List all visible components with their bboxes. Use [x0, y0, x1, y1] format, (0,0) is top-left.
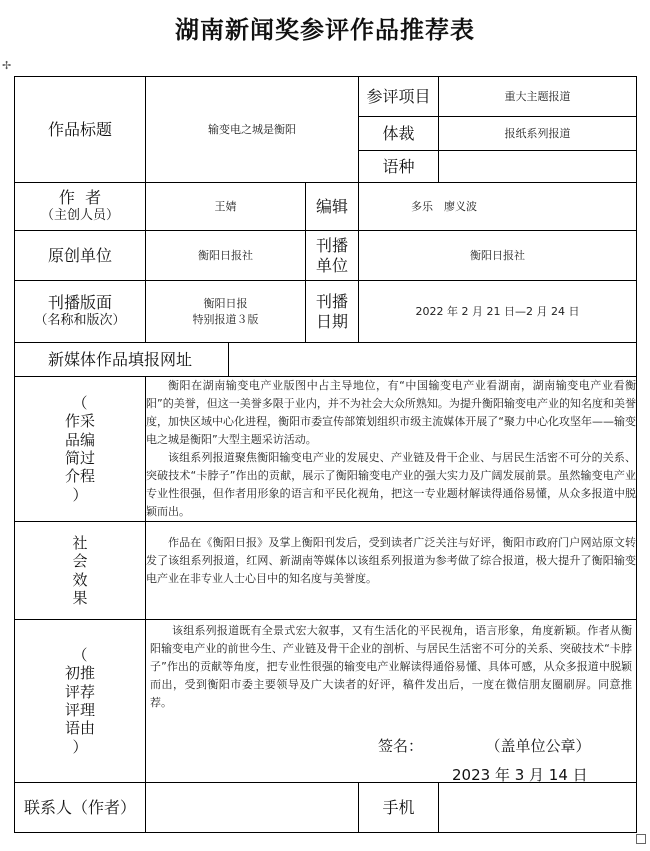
author-value[interactable]: 王婧 [146, 183, 306, 231]
social-effect-label [15, 522, 146, 620]
project-label: 参评项目 [359, 77, 439, 117]
origin-unit-value[interactable]: 衡阳日报社 [146, 231, 306, 281]
recommend-date: 2023 年 3 月 14 日 [452, 766, 588, 784]
effect-label-line: 果 [72, 588, 88, 607]
recommendation-form-table [14, 76, 637, 833]
signature-row [378, 735, 591, 756]
effect-label-line: 效 [72, 570, 88, 589]
contact-person-value[interactable] [146, 783, 359, 833]
recommend-label-line: 评理 [64, 701, 95, 719]
signature-label: 签名： [378, 737, 424, 755]
newmedia-url-label: 新媒体作品填报网址 [15, 343, 229, 377]
page-title: 湖南新闻奖参评作品推荐表 [175, 16, 475, 44]
process-label-line: 介程 [64, 467, 95, 486]
recommend-label-line: ） [72, 737, 88, 756]
author-label [15, 183, 146, 231]
recommend-label-line: 评荐 [64, 682, 95, 701]
edition-label [15, 281, 146, 343]
language-label: 语种 [359, 151, 439, 183]
recommend-cell[interactable] [146, 620, 637, 783]
newmedia-url-value[interactable] [229, 343, 637, 377]
publish-unit-label-line-2: 单位 [316, 255, 349, 275]
work-title-value[interactable]: 输变电之城是衡阳 [146, 77, 359, 183]
effect-label-line: 社 [72, 533, 88, 552]
edition-label-line-1: 刊播版面 [47, 293, 112, 313]
author-label-line-2: （主创人员） [40, 208, 119, 224]
social-effect-text[interactable] [146, 522, 637, 620]
publish-unit-label [306, 231, 359, 281]
genre-label: 体裁 [359, 117, 439, 151]
edition-value-line-2: 特别报道３版 [192, 312, 259, 326]
origin-unit-label: 原创单位 [15, 231, 146, 281]
process-label-line: ） [72, 485, 88, 504]
recommend-label-line: （ [72, 646, 88, 665]
contact-person-label: 联系人（作者） [15, 783, 146, 833]
process-intro-text[interactable] [146, 377, 637, 522]
seal-label: （盖单位公章） [493, 737, 591, 755]
process-paragraph-2: 该组系列报道聚焦衡阳输变电产业的发展史、产业链及骨干企业、与居民生活密不可分的关系、突破技术“卡脖子”作出的贡献，展示了衡阳输变电产业的强大实力及广阔发展前景。虽然输变电产业专业性很强，但作者用形象的语言和平民化视角，把这一专业题材解读得通俗易懂，从众多报道中脱颖而出。 [146, 451, 637, 518]
editor-value[interactable]: 多乐 廖义波 [359, 183, 637, 231]
effect-label-line: 会 [72, 552, 88, 571]
publish-date-value[interactable]: 2022 年 2 月 21 日—2 月 24 日 [359, 281, 637, 343]
publish-unit-value[interactable]: 衡阳日报社 [359, 231, 637, 281]
recommend-paragraph: 该组系列报道既有全景式宏大叙事，又有生活化的平民视角，语言形象，角度新颖。作者从衡阳输变电产业的前世今生、产业链及骨干企业的剖析、与居民生活密不可分的关系、突破技术“卡脖子”作出的贡献等角度，把专业性很强的输变电产业解读得通俗易懂、具体可感，从众多报道中脱颖而出，受到衡阳市委主要领导及广大读者的好评，稿件发出后，一度在微信朋友圈刷屏。同意推荐。 [150, 624, 633, 709]
publish-date-label-line-2: 日期 [316, 311, 349, 331]
process-label-line: （ [72, 394, 88, 413]
publish-unit-label-line-1: 刊播 [316, 235, 349, 255]
process-paragraph-1: 衡阳在湖南输变电产业版图中占主导地位，有“中国输变电产业看湖南，湖南输变电产业看衡阳”的美誉，但这一美誉多限于业内，并不为社会大众所熟知。为提升衡阳输变电产业的知名度和美誉度，加快区域中心化进程，衡阳市委宣传部策划组织市级主流媒体开展了“聚力中心化攻坚年——输变电之城是衡阳”大型主题采访活动。 [146, 379, 637, 446]
publish-date-label [306, 281, 359, 343]
edition-label-line-2: （名称和版次） [34, 313, 126, 329]
language-value[interactable] [439, 151, 637, 183]
publish-date-label-line-1: 刊播 [316, 291, 349, 311]
phone-label: 手机 [359, 783, 439, 833]
author-label-line-1: 作 者 [58, 188, 102, 208]
edition-value[interactable] [146, 281, 306, 343]
edition-value-line-1: 衡阳日报 [203, 297, 248, 311]
project-value[interactable]: 重大主题报道 [439, 77, 637, 117]
process-label-line: 简过 [64, 449, 95, 467]
work-title-label: 作品标题 [15, 77, 146, 183]
process-label-line: 作采 [64, 412, 95, 431]
effect-paragraph: 作品在《衡阳日报》及掌上衡阳刊发后，受到读者广泛关注与好评，衡阳市政府门户网站原文转发了该组系列报道，红网、新湖南等媒体以该组系列报道为参考做了综合报道，极大提升了衡阳输变电产业在非专业人士心目中的知名度与美誉度。 [146, 536, 637, 585]
phone-value[interactable] [439, 783, 637, 833]
recommend-label-line: 语由 [64, 719, 95, 738]
table-resize-handle[interactable] [636, 834, 646, 844]
editor-label: 编辑 [306, 183, 359, 231]
table-move-handle-icon[interactable]: ✢ [2, 59, 12, 72]
process-label-line: 品编 [64, 430, 95, 449]
process-intro-label [15, 377, 146, 522]
genre-value[interactable]: 报纸系列报道 [439, 117, 637, 151]
recommend-label [15, 620, 146, 783]
recommend-label-line: 初推 [64, 664, 95, 683]
